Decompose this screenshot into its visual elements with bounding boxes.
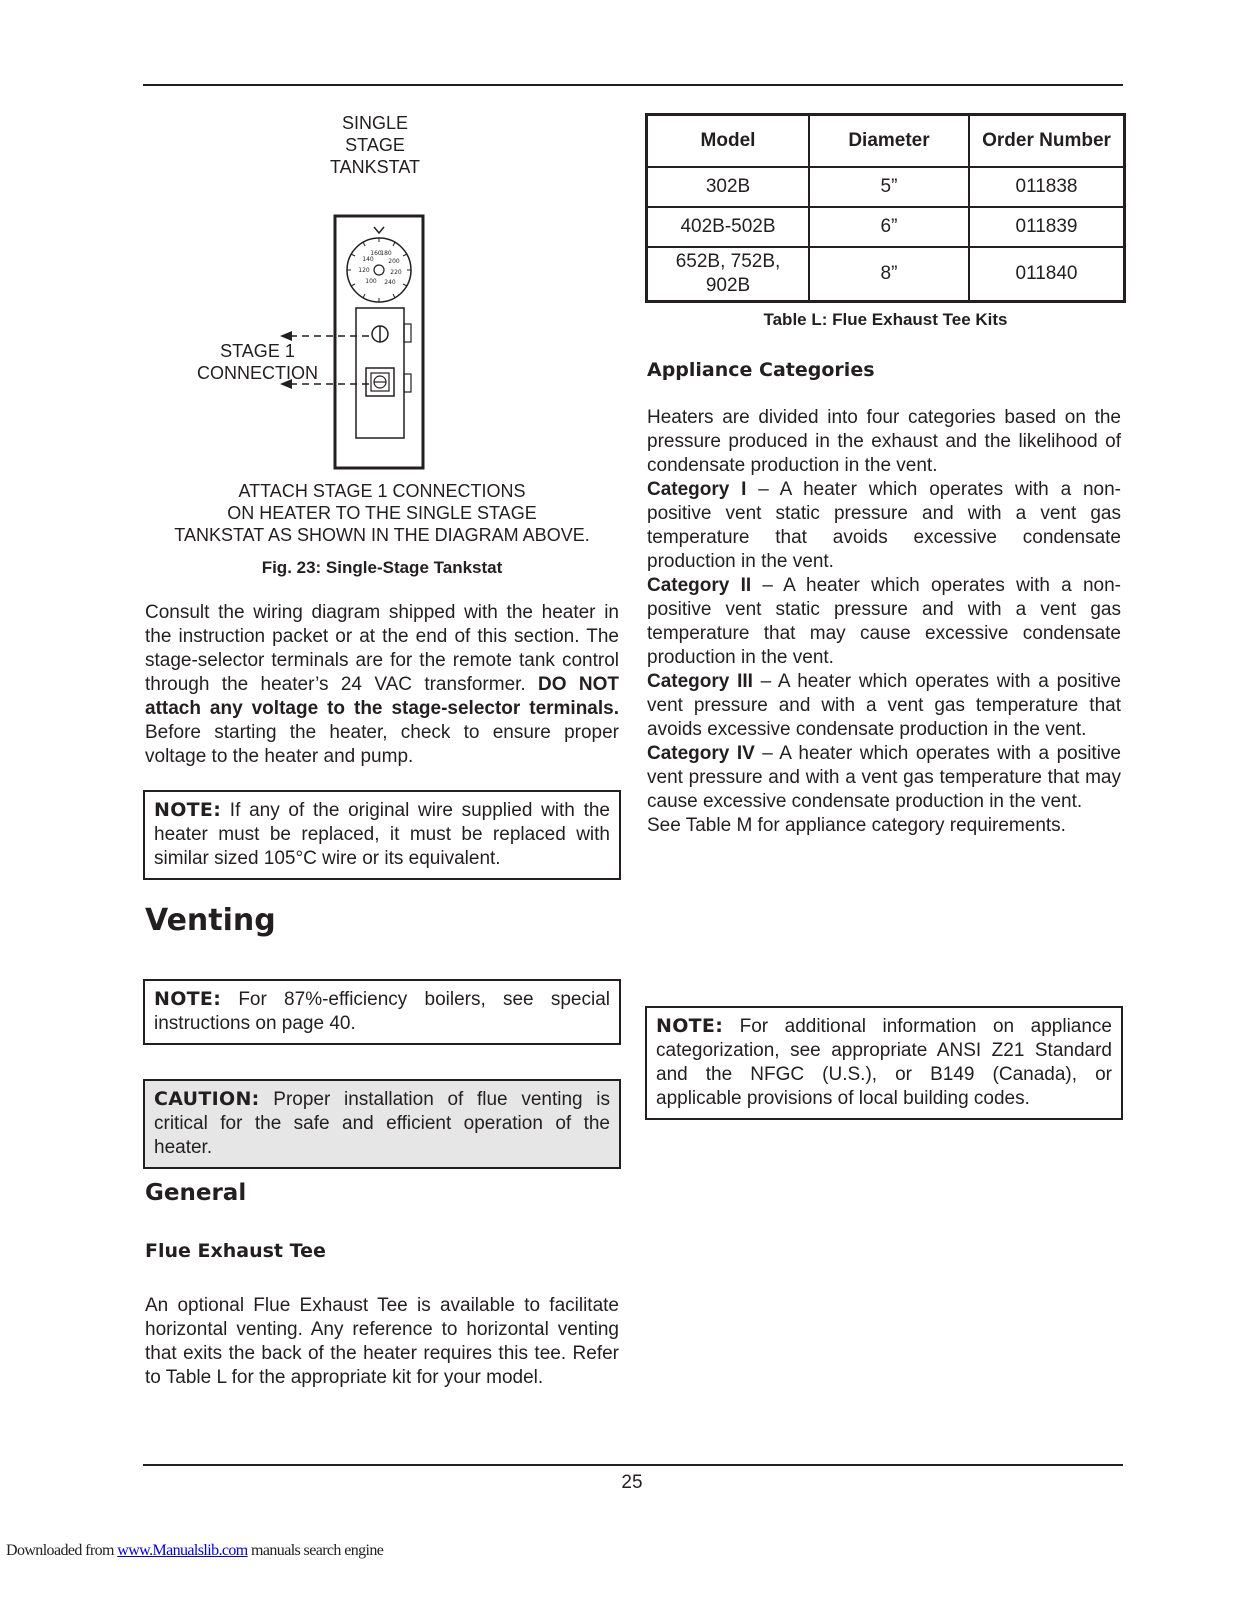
- footer-suffix: manuals search engine: [247, 1542, 384, 1559]
- table-row: [647, 167, 1125, 207]
- general-heading: General: [145, 1180, 247, 1206]
- figure-label-top-line: TANKSTAT: [330, 157, 420, 177]
- efficiency-note-box: [143, 979, 621, 1045]
- table-cell: 402B-502B: [647, 207, 810, 247]
- flue-exhaust-tee-table: [645, 113, 1126, 303]
- table-caption: Table L: Flue Exhaust Tee Kits: [763, 310, 1008, 329]
- wire-note-box: [143, 790, 621, 880]
- caution-label: CAUTION:: [154, 1088, 260, 1110]
- category-label: Category III: [647, 671, 753, 692]
- category-4: [647, 742, 1121, 814]
- caution-box: [143, 1079, 621, 1169]
- wiring-text-b: Before starting the heater, check to ensure proper voltage to the heater and pump.: [145, 722, 619, 767]
- category-label: Category I: [647, 479, 747, 500]
- dial-mark: 180: [380, 250, 392, 257]
- flue-exhaust-tee-heading: Flue Exhaust Tee: [145, 1240, 326, 1262]
- figure-caption: Fig. 23: Single-Stage Tankstat: [261, 558, 503, 577]
- page-number: 25: [621, 1472, 643, 1493]
- flue-paragraph: [145, 1294, 619, 1390]
- dial-mark: 140: [362, 256, 374, 263]
- categories-body: [647, 406, 1121, 838]
- appliance-categories-heading: Appliance Categories: [647, 359, 875, 381]
- note-text: If any of the original wire supplied with the heater must be replaced, it must be replaced with similar sized 105°C wire or its equivalent.: [154, 800, 610, 869]
- categories-intro: Heaters are divided into four categories based on the pressure produced in the exhaust and the likelihood of condensate production in the vent.: [647, 407, 1121, 476]
- dial-mark: 120: [358, 267, 370, 274]
- dial-scale-labels: [358, 250, 402, 286]
- table-cell: 011839: [969, 207, 1125, 247]
- note-text: For additional information on appliance categorization, see appropriate ANSI Z21 Standard and the NFGC (U.S.), or B149 (Canada), or applicable provisions of local building codes.: [656, 1016, 1112, 1109]
- category-text: – A heater which operates with a positive vent pressure and with a vent gas temperature that avoids excessive condensate production in the vent.: [647, 671, 1121, 740]
- category-text: – A heater which operates with a non-positive vent static pressure and with a vent gas temperature that may cause excessive condensate production in the vent.: [647, 575, 1121, 668]
- category-label: Category II: [647, 575, 752, 596]
- dial-pointer-icon: [374, 227, 384, 233]
- figure-label-top-line: SINGLE: [341, 113, 409, 133]
- category-3: [647, 670, 1121, 742]
- figure-label-top: [300, 112, 450, 178]
- categorization-note-box: [645, 1006, 1123, 1120]
- figure-instruction-line: ATTACH STAGE 1 CONNECTIONS: [238, 481, 526, 501]
- figure-instruction-line: TANKSTAT AS SHOWN IN THE DIAGRAM ABOVE.: [174, 525, 590, 545]
- table-row: [647, 247, 1125, 302]
- dial-mark: 200: [388, 258, 400, 265]
- manualslib-link[interactable]: www.Manualslib.com: [117, 1542, 248, 1559]
- note-text: For 87%-efficiency boilers, see special instructions on page 40.: [154, 989, 610, 1034]
- table-header-row: [647, 115, 1125, 168]
- wiring-paragraph: [145, 601, 619, 769]
- venting-heading: Venting: [145, 903, 276, 938]
- dial-mark: 160: [370, 250, 382, 257]
- top-rule: [143, 84, 1123, 86]
- dial-mark: 100: [365, 278, 377, 285]
- table-row: [647, 207, 1125, 247]
- figure-label-left-line: STAGE 1: [220, 341, 295, 361]
- flue-text: An optional Flue Exhaust Tee is available to facilitate horizontal venting. Any reference to horizontal venting that exits the back of the heater requires this tee. Refer to Table L for the appropriate kit for your model.: [145, 1295, 619, 1388]
- figure-instruction: [150, 480, 614, 546]
- dial-mark: 240: [384, 279, 396, 286]
- see-table-m: See Table M for appliance category requirements.: [647, 815, 1066, 836]
- figure-instruction-line: ON HEATER TO THE SINGLE STAGE: [227, 503, 537, 523]
- footer-prefix: Downloaded from: [6, 1542, 118, 1559]
- category-1: [647, 478, 1121, 574]
- figure-label-left-line: CONNECTION: [197, 363, 318, 383]
- table-cell: 5”: [809, 167, 969, 207]
- figure-label-left: [185, 340, 330, 384]
- note-label: NOTE:: [154, 988, 222, 1010]
- caution-text: Proper installation of flue venting is critical for the safe and efficient operation of the heater.: [154, 1089, 610, 1158]
- bottom-rule: [143, 1464, 1123, 1466]
- note-label: NOTE:: [154, 799, 222, 821]
- note-label: NOTE:: [656, 1015, 724, 1037]
- category-2: [647, 574, 1121, 670]
- table-cell: 8”: [809, 247, 969, 302]
- dial-center: [374, 265, 384, 275]
- table-cell: 6”: [809, 207, 969, 247]
- category-label: Category IV: [647, 743, 755, 764]
- figure-label-top-line: STAGE: [345, 135, 405, 155]
- table-cell: 302B: [647, 167, 810, 207]
- table-header: Order Number: [969, 115, 1125, 168]
- table-header: Diameter: [809, 115, 969, 168]
- category-text: – A heater which operates with a non-positive vent static pressure and with a vent gas temperature that avoids excessive condensate production in the vent.: [647, 479, 1121, 572]
- table-header: Model: [647, 115, 810, 168]
- table-cell: 011838: [969, 167, 1125, 207]
- wiring-warning: DO NOT attach any voltage to the stage-selector terminals.: [145, 674, 619, 719]
- dial-mark: 220: [390, 269, 402, 276]
- table-cell: 011840: [969, 247, 1125, 302]
- category-text: – A heater which operates with a positive vent pressure and with a vent gas temperature that may cause excessive condensate production in the vent.: [647, 743, 1121, 812]
- terminal-tab-2: [404, 374, 411, 392]
- terminal-tab-1: [404, 324, 411, 342]
- wiring-text-a: Consult the wiring diagram shipped with the heater in the instruction packet or at the end of this section. The stage-selector terminals are for the remote tank control through the heater’s 24 VAC transformer.: [145, 602, 619, 695]
- table-cell: 652B, 752B, 902B: [647, 247, 810, 302]
- download-footer: [6, 1542, 383, 1560]
